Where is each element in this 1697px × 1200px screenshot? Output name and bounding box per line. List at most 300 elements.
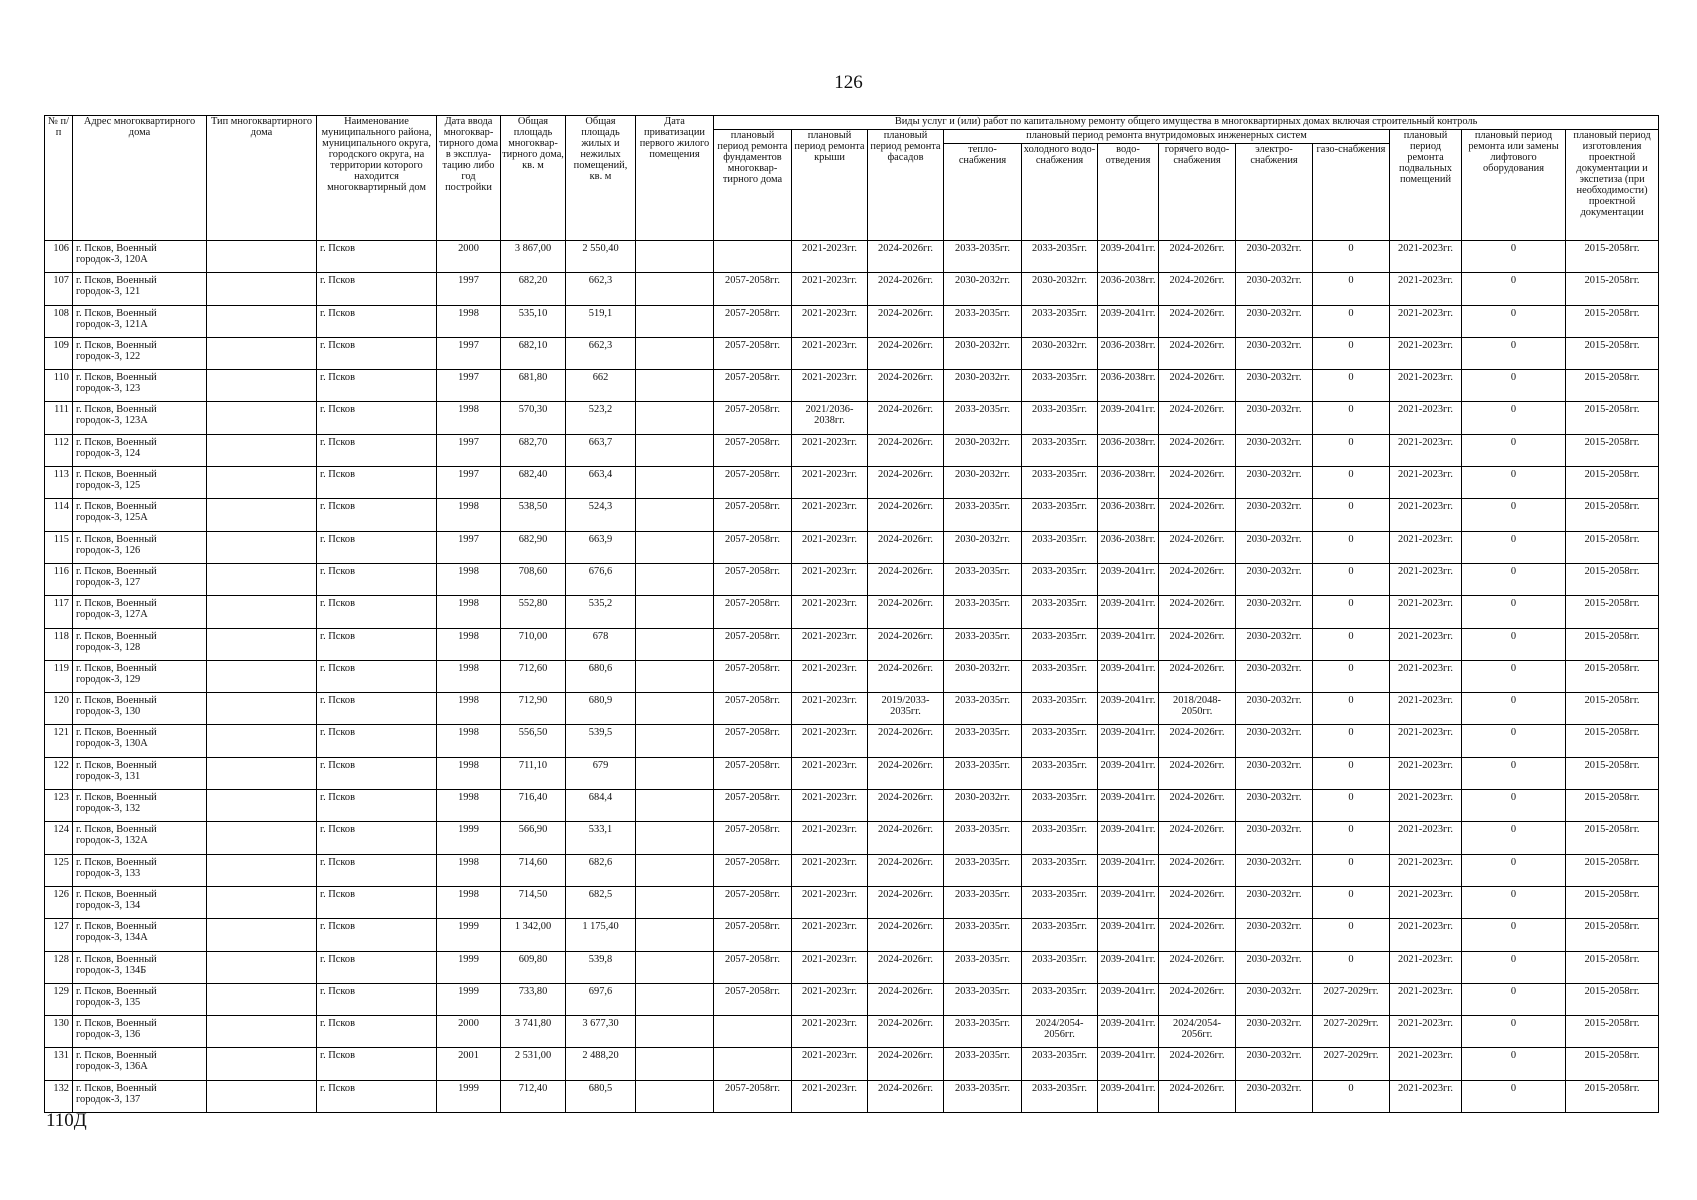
cell-sewage: 2039-2041гг. (1098, 951, 1159, 983)
table-row (45, 499, 1659, 531)
footer-code: 110Д (46, 1110, 87, 1131)
cell-living-area: 663,7 (566, 434, 636, 466)
cell-privatization (636, 919, 714, 951)
cell-total-area: 681,80 (501, 370, 566, 402)
cell-design-docs: 2015-2058гг. (1566, 337, 1659, 369)
cell-year: 1998 (437, 886, 501, 918)
cell-design-docs: 2015-2058гг. (1566, 628, 1659, 660)
cell-municipality: г. Псков (317, 951, 437, 983)
cell-type (207, 305, 317, 337)
cell-basement: 2021-2023гг. (1390, 499, 1462, 531)
cell-design-docs: 2015-2058гг. (1566, 1048, 1659, 1080)
cell-foundation (714, 241, 792, 273)
cell-basement: 2021-2023гг. (1390, 434, 1462, 466)
cell-num: 119 (45, 660, 73, 692)
cell-type (207, 596, 317, 628)
cell-living-area: 539,8 (566, 951, 636, 983)
header-foundation: плановый период ремонта фундаментов многоквар-тирного дома (714, 130, 792, 241)
cell-electricity: 2030-2032гг. (1236, 1080, 1313, 1112)
cell-total-area: 682,90 (501, 531, 566, 563)
cell-num: 107 (45, 273, 73, 305)
cell-address: г. Псков, Военный городок-3, 129 (73, 660, 207, 692)
cell-facade: 2024-2026гг. (868, 757, 944, 789)
table-row (45, 1016, 1659, 1048)
cell-sewage: 2039-2041гг. (1098, 693, 1159, 725)
table-row (45, 337, 1659, 369)
cell-gas: 2027-2029гг. (1313, 983, 1390, 1015)
cell-facade: 2024-2026гг. (868, 725, 944, 757)
cell-sewage: 2039-2041гг. (1098, 919, 1159, 951)
cell-type (207, 241, 317, 273)
cell-cold-water: 2033-2035гг. (1022, 467, 1098, 499)
cell-foundation: 2057-2058гг. (714, 305, 792, 337)
cell-total-area: 711,10 (501, 757, 566, 789)
cell-facade: 2024-2026гг. (868, 1080, 944, 1112)
cell-num: 106 (45, 241, 73, 273)
cell-type (207, 531, 317, 563)
cell-total-area: 712,60 (501, 660, 566, 692)
cell-cold-water: 2033-2035гг. (1022, 790, 1098, 822)
cell-foundation (714, 1048, 792, 1080)
cell-municipality: г. Псков (317, 596, 437, 628)
table-row (45, 854, 1659, 886)
cell-type (207, 951, 317, 983)
cell-municipality: г. Псков (317, 757, 437, 789)
cell-privatization (636, 563, 714, 595)
cell-roof: 2021-2023гг. (792, 660, 868, 692)
cell-living-area: 524,3 (566, 499, 636, 531)
cell-foundation: 2057-2058гг. (714, 1080, 792, 1112)
cell-elevator: 0 (1462, 822, 1566, 854)
cell-address: г. Псков, Военный городок-3, 125А (73, 499, 207, 531)
cell-gas: 0 (1313, 402, 1390, 434)
cell-address: г. Псков, Военный городок-3, 133 (73, 854, 207, 886)
cell-num: 110 (45, 370, 73, 402)
cell-year: 1998 (437, 693, 501, 725)
cell-facade: 2024-2026гг. (868, 370, 944, 402)
cell-municipality: г. Псков (317, 337, 437, 369)
cell-living-area: 519,1 (566, 305, 636, 337)
cell-address: г. Псков, Военный городок-3, 135 (73, 983, 207, 1015)
cell-privatization (636, 531, 714, 563)
cell-municipality: г. Псков (317, 790, 437, 822)
cell-roof: 2021-2023гг. (792, 467, 868, 499)
cell-privatization (636, 822, 714, 854)
cell-total-area: 682,40 (501, 467, 566, 499)
cell-privatization (636, 467, 714, 499)
cell-year: 1997 (437, 467, 501, 499)
cell-foundation (714, 1016, 792, 1048)
cell-total-area: 609,80 (501, 951, 566, 983)
cell-cold-water: 2033-2035гг. (1022, 854, 1098, 886)
cell-num: 109 (45, 337, 73, 369)
cell-basement: 2021-2023гг. (1390, 983, 1462, 1015)
cell-foundation: 2057-2058гг. (714, 693, 792, 725)
cell-hot-water: 2024-2026гг. (1159, 854, 1236, 886)
cell-num: 113 (45, 467, 73, 499)
cell-cold-water: 2033-2035гг. (1022, 886, 1098, 918)
cell-foundation: 2057-2058гг. (714, 531, 792, 563)
cell-sewage: 2039-2041гг. (1098, 305, 1159, 337)
cell-elevator: 0 (1462, 563, 1566, 595)
cell-type (207, 886, 317, 918)
cell-design-docs: 2015-2058гг. (1566, 1016, 1659, 1048)
cell-design-docs: 2015-2058гг. (1566, 434, 1659, 466)
cell-num: 130 (45, 1016, 73, 1048)
cell-gas: 0 (1313, 757, 1390, 789)
cell-heating: 2030-2032гг. (944, 273, 1022, 305)
cell-design-docs: 2015-2058гг. (1566, 467, 1659, 499)
cell-heating: 2030-2032гг. (944, 660, 1022, 692)
header-elevator: плановый период ремонта или замены лифтового оборудования (1462, 130, 1566, 241)
cell-hot-water: 2024-2026гг. (1159, 337, 1236, 369)
cell-sewage: 2039-2041гг. (1098, 886, 1159, 918)
cell-year: 1999 (437, 919, 501, 951)
cell-design-docs: 2015-2058гг. (1566, 919, 1659, 951)
cell-living-area: 680,5 (566, 1080, 636, 1112)
cell-total-area: 708,60 (501, 563, 566, 595)
cell-cold-water: 2033-2035гг. (1022, 693, 1098, 725)
cell-address: г. Псков, Военный городок-3, 122 (73, 337, 207, 369)
cell-electricity: 2030-2032гг. (1236, 531, 1313, 563)
cell-heating: 2033-2035гг. (944, 725, 1022, 757)
cell-municipality: г. Псков (317, 983, 437, 1015)
cell-address: г. Псков, Военный городок-3, 132 (73, 790, 207, 822)
cell-elevator: 0 (1462, 628, 1566, 660)
cell-sewage: 2036-2038гг. (1098, 273, 1159, 305)
cell-hot-water: 2024-2026гг. (1159, 305, 1236, 337)
page-number: 126 (834, 72, 863, 93)
cell-foundation: 2057-2058гг. (714, 596, 792, 628)
header-cold-water: холодного водо-снабжения (1022, 144, 1098, 241)
table-row (45, 370, 1659, 402)
cell-address: г. Псков, Военный городок-3, 134 (73, 886, 207, 918)
cell-facade: 2024-2026гг. (868, 596, 944, 628)
cell-type (207, 790, 317, 822)
cell-type (207, 499, 317, 531)
cell-total-area: 682,20 (501, 273, 566, 305)
cell-foundation: 2057-2058гг. (714, 628, 792, 660)
cell-municipality: г. Псков (317, 1048, 437, 1080)
cell-type (207, 434, 317, 466)
cell-roof: 2021-2023гг. (792, 886, 868, 918)
table-row (45, 305, 1659, 337)
table-row (45, 693, 1659, 725)
cell-roof: 2021-2023гг. (792, 725, 868, 757)
cell-hot-water: 2024-2026гг. (1159, 757, 1236, 789)
cell-address: г. Псков, Военный городок-3, 123А (73, 402, 207, 434)
cell-num: 115 (45, 531, 73, 563)
cell-electricity: 2030-2032гг. (1236, 1016, 1313, 1048)
cell-elevator: 0 (1462, 434, 1566, 466)
table-row (45, 402, 1659, 434)
cell-hot-water: 2018/2048-2050гг. (1159, 693, 1236, 725)
cell-electricity: 2030-2032гг. (1236, 499, 1313, 531)
cell-design-docs: 2015-2058гг. (1566, 370, 1659, 402)
cell-sewage: 2039-2041гг. (1098, 1080, 1159, 1112)
cell-gas: 0 (1313, 854, 1390, 886)
cell-facade: 2024-2026гг. (868, 273, 944, 305)
cell-hot-water: 2024-2026гг. (1159, 241, 1236, 273)
cell-municipality: г. Псков (317, 886, 437, 918)
cell-municipality: г. Псков (317, 693, 437, 725)
cell-privatization (636, 402, 714, 434)
cell-year: 1998 (437, 757, 501, 789)
cell-gas: 0 (1313, 628, 1390, 660)
cell-roof: 2021/2036-2038гг. (792, 402, 868, 434)
cell-cold-water: 2033-2035гг. (1022, 241, 1098, 273)
cell-roof: 2021-2023гг. (792, 1048, 868, 1080)
cell-hot-water: 2024-2026гг. (1159, 499, 1236, 531)
cell-type (207, 563, 317, 595)
cell-municipality: г. Псков (317, 499, 437, 531)
header-total-area: Общая площадь многоквар-тирного дома, кв. м (501, 116, 566, 241)
table-row (45, 757, 1659, 789)
cell-living-area: 2 488,20 (566, 1048, 636, 1080)
cell-year: 2001 (437, 1048, 501, 1080)
cell-gas: 0 (1313, 1080, 1390, 1112)
cell-elevator: 0 (1462, 499, 1566, 531)
cell-hot-water: 2024-2026гг. (1159, 402, 1236, 434)
cell-living-area: 682,5 (566, 886, 636, 918)
cell-year: 1999 (437, 983, 501, 1015)
cell-total-area: 1 342,00 (501, 919, 566, 951)
cell-living-area: 679 (566, 757, 636, 789)
cell-municipality: г. Псков (317, 531, 437, 563)
cell-cold-water: 2033-2035гг. (1022, 596, 1098, 628)
cell-privatization (636, 1048, 714, 1080)
cell-hot-water: 2024-2026гг. (1159, 531, 1236, 563)
cell-facade: 2024-2026гг. (868, 241, 944, 273)
cell-address: г. Псков, Военный городок-3, 130А (73, 725, 207, 757)
cell-design-docs: 2015-2058гг. (1566, 596, 1659, 628)
cell-foundation: 2057-2058гг. (714, 467, 792, 499)
cell-sewage: 2039-2041гг. (1098, 983, 1159, 1015)
cell-address: г. Псков, Военный городок-3, 127 (73, 563, 207, 595)
cell-design-docs: 2015-2058гг. (1566, 951, 1659, 983)
cell-privatization (636, 273, 714, 305)
cell-roof: 2021-2023гг. (792, 951, 868, 983)
cell-foundation: 2057-2058гг. (714, 854, 792, 886)
cell-address: г. Псков, Военный городок-3, 131 (73, 757, 207, 789)
cell-type (207, 757, 317, 789)
cell-basement: 2021-2023гг. (1390, 467, 1462, 499)
cell-total-area: 535,10 (501, 305, 566, 337)
cell-electricity: 2030-2032гг. (1236, 370, 1313, 402)
cell-gas: 0 (1313, 563, 1390, 595)
cell-type (207, 983, 317, 1015)
cell-hot-water: 2024-2026гг. (1159, 919, 1236, 951)
cell-heating: 2030-2032гг. (944, 337, 1022, 369)
table-row (45, 241, 1659, 273)
cell-type (207, 854, 317, 886)
table-row (45, 951, 1659, 983)
table-row (45, 1080, 1659, 1112)
cell-heating: 2033-2035гг. (944, 951, 1022, 983)
cell-sewage: 2039-2041гг. (1098, 628, 1159, 660)
cell-gas: 0 (1313, 725, 1390, 757)
cell-privatization (636, 790, 714, 822)
header-living-area: Общая площадь жилых и нежилых помещений, кв. м (566, 116, 636, 241)
cell-hot-water: 2024-2026гг. (1159, 660, 1236, 692)
cell-elevator: 0 (1462, 725, 1566, 757)
cell-cold-water: 2033-2035гг. (1022, 822, 1098, 854)
cell-gas: 0 (1313, 241, 1390, 273)
cell-living-area: 662,3 (566, 337, 636, 369)
cell-cold-water: 2033-2035гг. (1022, 1048, 1098, 1080)
cell-heating: 2033-2035гг. (944, 886, 1022, 918)
header-municipality: Наименование муниципального района, муниципального округа, городского округа, на территории которого находится многоквартирный дом (317, 116, 437, 241)
cell-num: 129 (45, 983, 73, 1015)
cell-cold-water: 2033-2035гг. (1022, 305, 1098, 337)
cell-elevator: 0 (1462, 919, 1566, 951)
cell-year: 1998 (437, 596, 501, 628)
cell-municipality: г. Псков (317, 563, 437, 595)
cell-facade: 2024-2026гг. (868, 434, 944, 466)
cell-facade: 2024-2026гг. (868, 628, 944, 660)
cell-living-area: 662 (566, 370, 636, 402)
cell-design-docs: 2015-2058гг. (1566, 1080, 1659, 1112)
cell-foundation: 2057-2058гг. (714, 822, 792, 854)
cell-year: 1998 (437, 660, 501, 692)
cell-year: 1998 (437, 790, 501, 822)
cell-privatization (636, 1080, 714, 1112)
cell-type (207, 402, 317, 434)
cell-num: 118 (45, 628, 73, 660)
cell-elevator: 0 (1462, 531, 1566, 563)
cell-design-docs: 2015-2058гг. (1566, 790, 1659, 822)
cell-hot-water: 2024-2026гг. (1159, 467, 1236, 499)
cell-address: г. Псков, Военный городок-3, 136А (73, 1048, 207, 1080)
cell-cold-water: 2033-2035гг. (1022, 660, 1098, 692)
table-row (45, 596, 1659, 628)
cell-basement: 2021-2023гг. (1390, 1080, 1462, 1112)
cell-address: г. Псков, Военный городок-3, 120А (73, 241, 207, 273)
cell-address: г. Псков, Военный городок-3, 134А (73, 919, 207, 951)
cell-roof: 2021-2023гг. (792, 241, 868, 273)
cell-cold-water: 2033-2035гг. (1022, 757, 1098, 789)
cell-num: 120 (45, 693, 73, 725)
cell-gas: 0 (1313, 790, 1390, 822)
cell-elevator: 0 (1462, 1016, 1566, 1048)
cell-hot-water: 2024-2026гг. (1159, 628, 1236, 660)
cell-roof: 2021-2023гг. (792, 983, 868, 1015)
table-body (45, 241, 1659, 1113)
cell-cold-water: 2033-2035гг. (1022, 434, 1098, 466)
cell-gas: 2027-2029гг. (1313, 1016, 1390, 1048)
cell-electricity: 2030-2032гг. (1236, 596, 1313, 628)
cell-address: г. Псков, Военный городок-3, 134Б (73, 951, 207, 983)
cell-design-docs: 2015-2058гг. (1566, 693, 1659, 725)
cell-living-area: 682,6 (566, 854, 636, 886)
cell-electricity: 2030-2032гг. (1236, 337, 1313, 369)
cell-foundation: 2057-2058гг. (714, 402, 792, 434)
cell-num: 128 (45, 951, 73, 983)
cell-living-area: 3 677,30 (566, 1016, 636, 1048)
cell-type (207, 370, 317, 402)
cell-municipality: г. Псков (317, 725, 437, 757)
cell-foundation: 2057-2058гг. (714, 790, 792, 822)
cell-electricity: 2030-2032гг. (1236, 983, 1313, 1015)
cell-design-docs: 2015-2058гг. (1566, 725, 1659, 757)
table-row (45, 531, 1659, 563)
cell-year: 1997 (437, 273, 501, 305)
cell-basement: 2021-2023гг. (1390, 693, 1462, 725)
cell-foundation: 2057-2058гг. (714, 370, 792, 402)
cell-type (207, 337, 317, 369)
cell-municipality: г. Псков (317, 854, 437, 886)
cell-num: 127 (45, 919, 73, 951)
cell-type (207, 693, 317, 725)
cell-foundation: 2057-2058гг. (714, 886, 792, 918)
cell-basement: 2021-2023гг. (1390, 273, 1462, 305)
cell-total-area: 538,50 (501, 499, 566, 531)
cell-num: 132 (45, 1080, 73, 1112)
cell-design-docs: 2015-2058гг. (1566, 563, 1659, 595)
cell-year: 1997 (437, 434, 501, 466)
table-row (45, 434, 1659, 466)
cell-design-docs: 2015-2058гг. (1566, 854, 1659, 886)
cell-living-area: 684,4 (566, 790, 636, 822)
cell-heating: 2033-2035гг. (944, 919, 1022, 951)
cell-elevator: 0 (1462, 790, 1566, 822)
cell-gas: 0 (1313, 370, 1390, 402)
cell-year: 2000 (437, 1016, 501, 1048)
cell-facade: 2024-2026гг. (868, 467, 944, 499)
cell-gas: 0 (1313, 531, 1390, 563)
cell-basement: 2021-2023гг. (1390, 822, 1462, 854)
cell-address: г. Псков, Военный городок-3, 121А (73, 305, 207, 337)
cell-cold-water: 2033-2035гг. (1022, 725, 1098, 757)
cell-facade: 2024-2026гг. (868, 499, 944, 531)
cell-roof: 2021-2023гг. (792, 563, 868, 595)
cell-electricity: 2030-2032гг. (1236, 951, 1313, 983)
cell-roof: 2021-2023гг. (792, 1080, 868, 1112)
cell-basement: 2021-2023гг. (1390, 1016, 1462, 1048)
cell-heating: 2033-2035гг. (944, 305, 1022, 337)
cell-living-area: 2 550,40 (566, 241, 636, 273)
cell-sewage: 2039-2041гг. (1098, 1048, 1159, 1080)
header-type: Тип многоквартирного дома (207, 116, 317, 241)
cell-facade: 2024-2026гг. (868, 790, 944, 822)
cell-elevator: 0 (1462, 273, 1566, 305)
cell-type (207, 822, 317, 854)
cell-cold-water: 2033-2035гг. (1022, 1080, 1098, 1112)
cell-total-area: 712,40 (501, 1080, 566, 1112)
cell-basement: 2021-2023гг. (1390, 1048, 1462, 1080)
cell-facade: 2024-2026гг. (868, 919, 944, 951)
cell-hot-water: 2024-2026гг. (1159, 273, 1236, 305)
cell-elevator: 0 (1462, 983, 1566, 1015)
cell-gas: 0 (1313, 499, 1390, 531)
cell-facade: 2024-2026гг. (868, 305, 944, 337)
cell-heating: 2030-2032гг. (944, 531, 1022, 563)
cell-basement: 2021-2023гг. (1390, 854, 1462, 886)
cell-living-area: 539,5 (566, 725, 636, 757)
cell-year: 1999 (437, 822, 501, 854)
cell-num: 114 (45, 499, 73, 531)
cell-cold-water: 2033-2035гг. (1022, 628, 1098, 660)
cell-privatization (636, 434, 714, 466)
cell-basement: 2021-2023гг. (1390, 337, 1462, 369)
cell-heating: 2033-2035гг. (944, 628, 1022, 660)
cell-sewage: 2036-2038гг. (1098, 499, 1159, 531)
cell-electricity: 2030-2032гг. (1236, 563, 1313, 595)
cell-elevator: 0 (1462, 660, 1566, 692)
cell-electricity: 2030-2032гг. (1236, 790, 1313, 822)
cell-roof: 2021-2023гг. (792, 693, 868, 725)
cell-hot-water: 2024-2026гг. (1159, 725, 1236, 757)
